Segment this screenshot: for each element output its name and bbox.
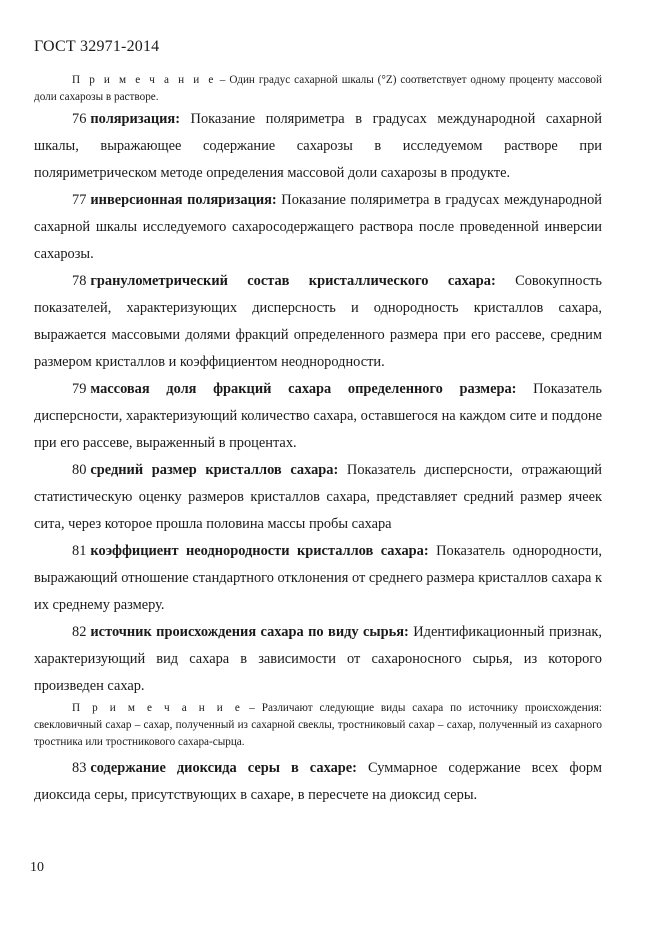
term-number: 79: [72, 381, 87, 397]
term-name: инверсионная поляризация:: [90, 192, 277, 208]
term-definition: Показатель дисперсности, характеризующий количество сахара, оставшегося на каждом сите и поддоне при его рассеве, выраженный в процентах.: [34, 381, 602, 451]
term-definition: Показатель однородности, выражающий отношение стандартного отклонения от среднего размера кристаллов сахара к их среднему размеру.: [34, 543, 602, 613]
term-number: 81: [72, 543, 87, 559]
term-number: 78: [72, 273, 87, 289]
term-entry-79: [34, 376, 602, 457]
term-name: средний размер кристаллов сахара:: [90, 462, 339, 478]
term-definition: Суммарное содержание всех форм диоксида серы, присутствующих в сахаре, в пересчете на диоксид серы.: [34, 760, 602, 803]
term-name: источник происхождения сахара по виду сырья:: [90, 624, 409, 640]
note-paragraph: [34, 700, 602, 751]
note-paragraph: [34, 72, 602, 106]
term-definition: Показание поляриметра в градусах международной сахарной шкалы исследуемого сахаросодержащего раствора после проведенной инверсии сахарозы.: [34, 192, 602, 262]
note-text: – Один градус сахарной шкалы (°Z) соответствует одному проценту массовой доли сахарозы в растворе.: [34, 74, 602, 103]
term-name: содержание диоксида серы в сахаре:: [90, 760, 357, 776]
term-entry-77: [34, 187, 602, 268]
note-label: П р и м е ч а н и е: [72, 74, 216, 86]
term-definition: Идентификационный признак, характеризующий вид сахара в зависимости от сахароносного сырья, из которого произведен сахар.: [34, 624, 602, 694]
note-label: П р и м е ч а н и е: [72, 702, 243, 714]
term-entry-80: [34, 457, 602, 538]
term-definition: Совокупность показателей, характеризующих дисперсность и однородность кристаллов сахара, выражается массовыми долями фракций определенного размера при его рассеве, средним размером кристаллов и коэффициентом неоднородности.: [34, 273, 602, 370]
term-name: массовая доля фракций сахара определенного размера:: [90, 381, 517, 397]
term-entry-76: [34, 106, 602, 187]
page-number: 10: [30, 860, 44, 875]
term-number: 83: [72, 760, 87, 776]
note-text: – Различают следующие виды сахара по источнику происхождения: свекловичный сахар – сахар, полученный из сахарной свеклы, тростниковый сахар – сахар, полученный из сахарного тростника или тростникового сахара-сырца.: [34, 702, 602, 748]
document-code-header: ГОСТ 32971-2014: [34, 38, 160, 55]
term-definition: Показатель дисперсности, отражающий статистическую оценку размеров кристаллов сахара, представляет средний размер ячеек сита, через которое прошла половина массы пробы сахара: [34, 462, 602, 532]
term-number: 80: [72, 462, 87, 478]
term-definition: Показание поляриметра в градусах международной сахарной шкалы, выражающее содержание сахарозы в исследуемом растворе при поляриметрическом методе определения массовой доли сахарозы в продукте.: [34, 111, 602, 181]
term-name: поляризация:: [90, 111, 180, 127]
term-name: гранулометрический состав кристаллического сахара:: [90, 273, 496, 289]
term-entry-78: [34, 268, 602, 376]
term-name: коэффициент неоднородности кристаллов сахара:: [90, 543, 429, 559]
term-number: 82: [72, 624, 87, 640]
term-number: 77: [72, 192, 87, 208]
term-entry-83: [34, 755, 602, 809]
term-entry-81: [34, 538, 602, 619]
term-number: 76: [72, 111, 87, 127]
document-body: [34, 72, 602, 809]
term-entry-82: [34, 619, 602, 700]
